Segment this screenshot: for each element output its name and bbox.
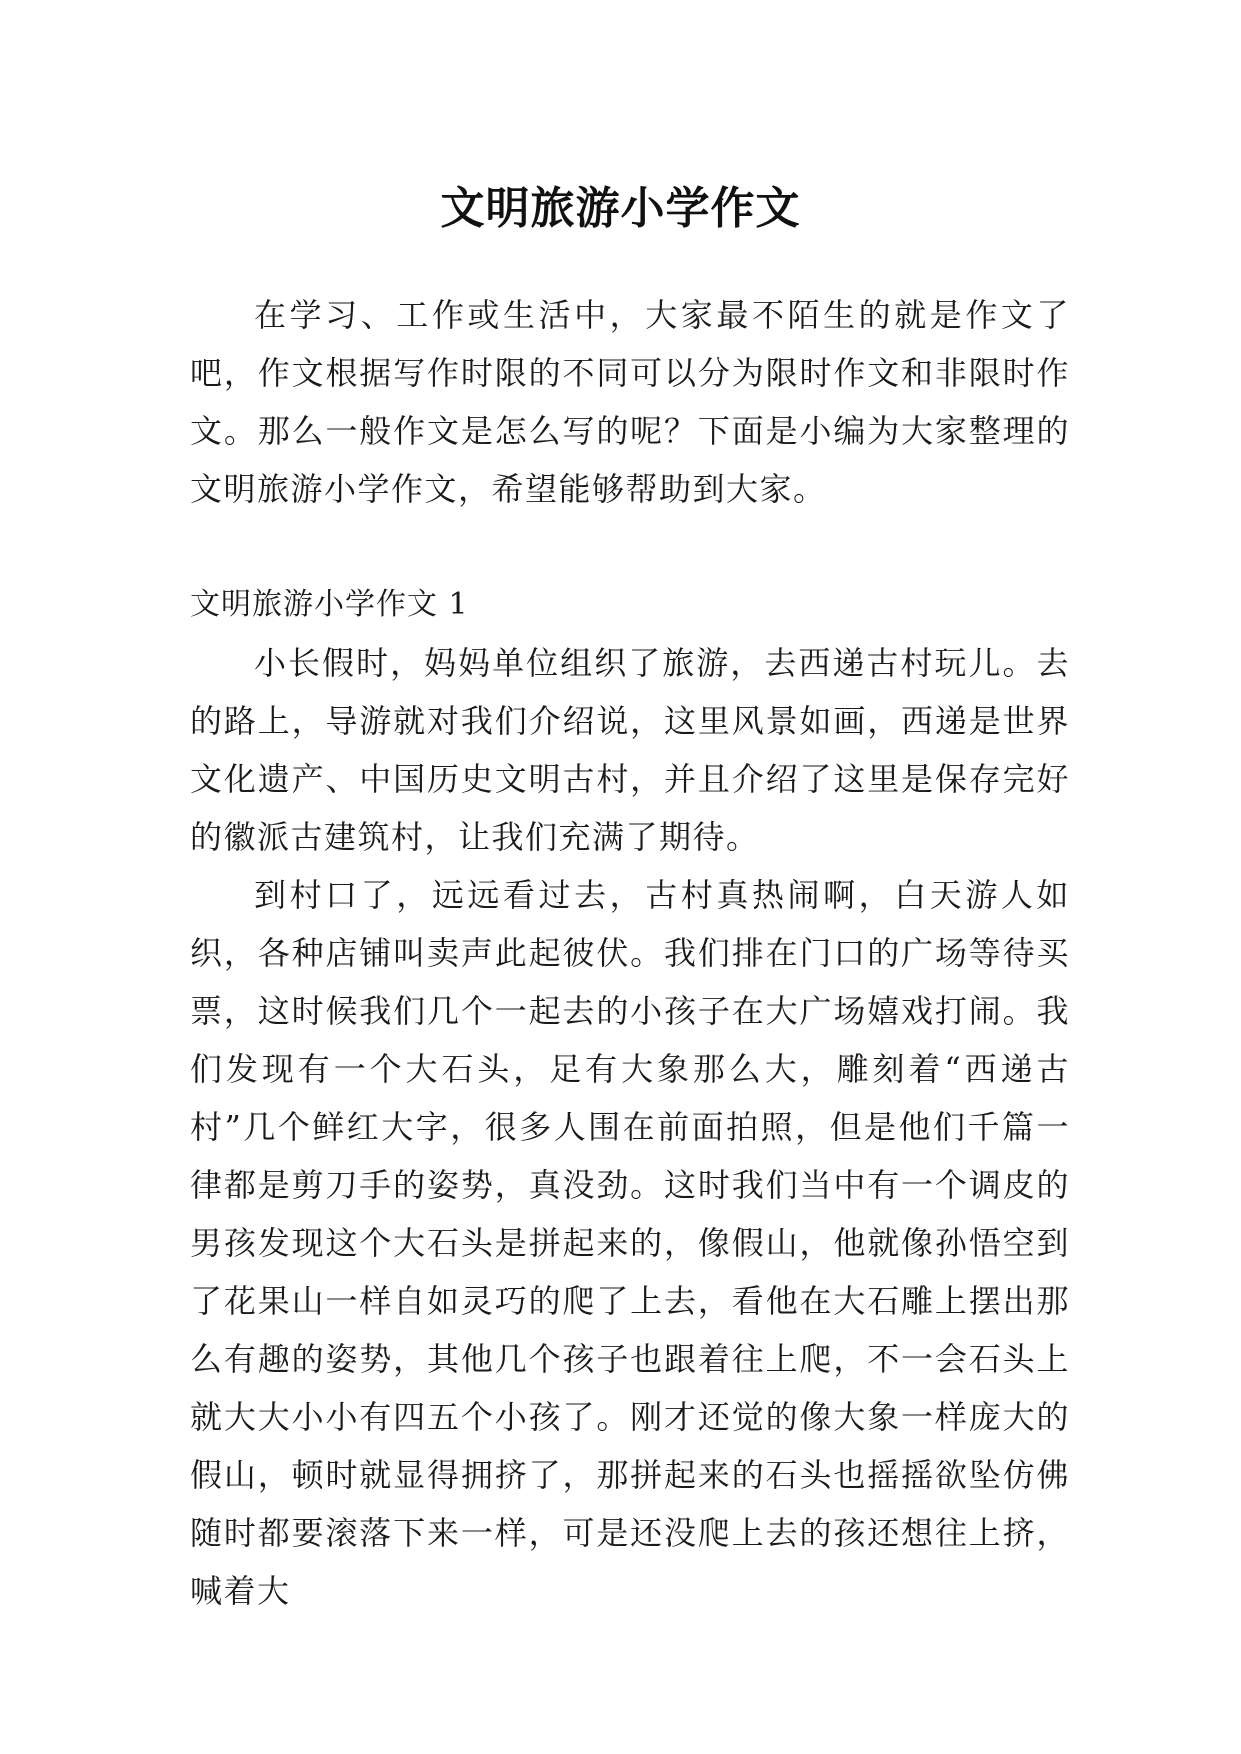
document-body (190, 286, 1070, 1620)
body-paragraph-1: 小长假时，妈妈单位组织了旅游，去西递古村玩儿。去的路上，导游就对我们介绍说，这里风景如画，西递是世界文化遗产、中国历史文明古村，并且介绍了这里是保存完好的徽派古建筑村，让我们充满了期待。 (190, 644, 1070, 856)
section-heading-1: 文明旅游小学作文 1 (190, 587, 469, 622)
page-title: 文明旅游小学作文 (440, 183, 801, 235)
body-paragraph-2: 到村口了，远远看过去，古村真热闹啊，白天游人如织，各种店铺叫卖声此起彼伏。我们排在门口的广场等待买票，这时候我们几个一起去的小孩子在大广场嬉戏打闹。我们发现有一个大石头，足有大象那么大，雕刻着“西递古村”几个鲜红大字，很多人围在前面拍照，但是他们千篇一律都是剪刀手的姿势，真没劲。这时我们当中有一个调皮的男孩发现这个大石头是拼起来的，像假山，他就像孙悟空到了花果山一样自如灵巧的爬了上去，看他在大石雕上摆出那么有趣的姿势，其他几个孩子也跟着往上爬，不一会石头上就大大小小有四五个小孩了。刚才还觉的像大象一样庞大的假山，顿时就显得拥挤了，那拼起来的石头也摇摇欲坠仿佛随时都要滚落下来一样，可是还没爬上去的孩还想往上挤，喊着大 (190, 876, 1070, 1610)
intro-paragraph: 在学习、工作或生活中，大家最不陌生的就是作文了吧，作文根据写作时限的不同可以分为限时作文和非限时作文。那么一般作文是怎么写的呢？下面是小编为大家整理的文明旅游小学作文，希望能够帮助到大家。 (190, 296, 1070, 508)
